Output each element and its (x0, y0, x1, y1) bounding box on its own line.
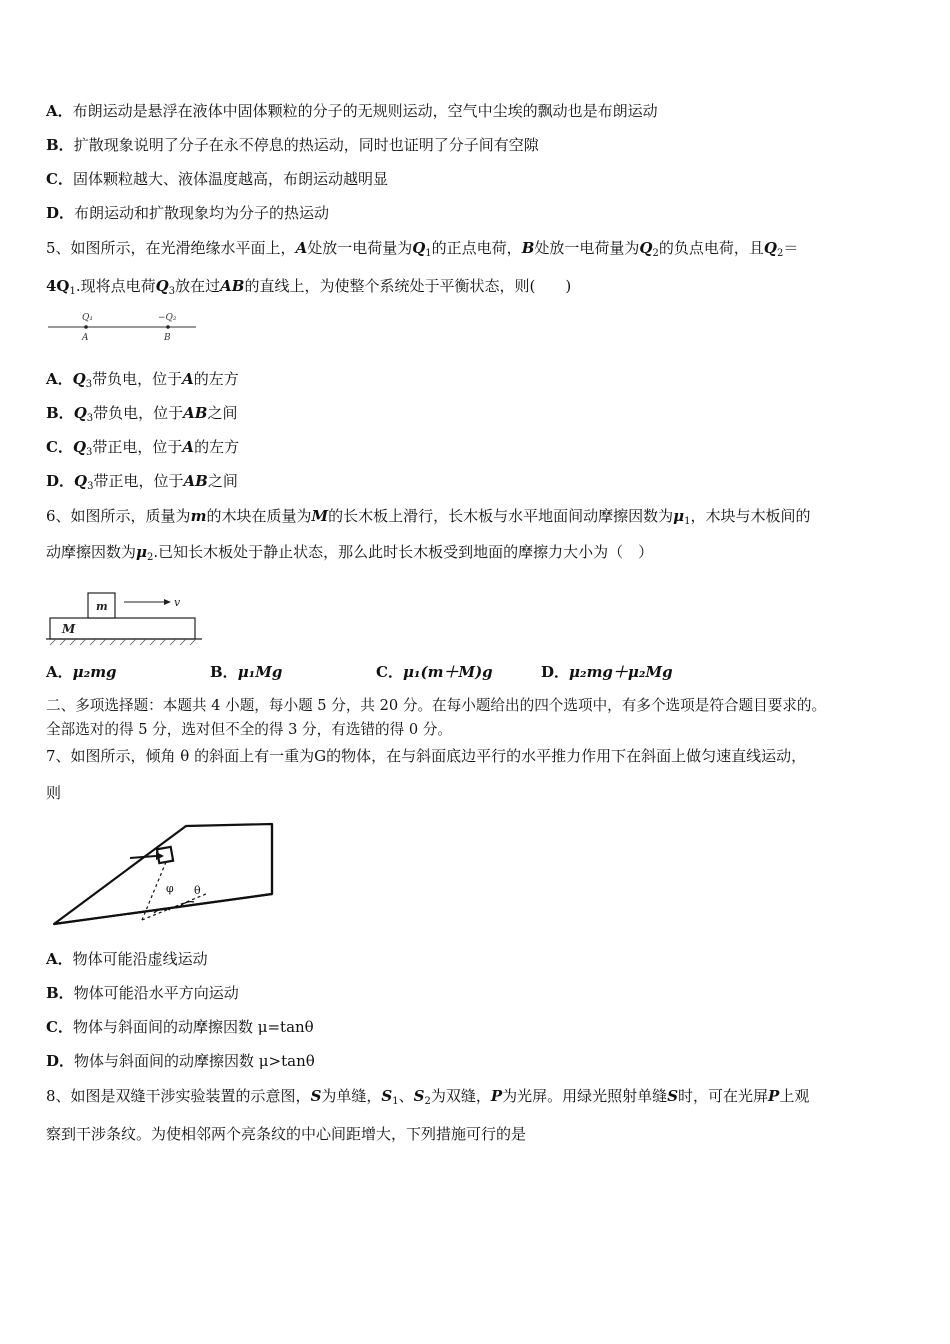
q6-stem-line1 (46, 506, 810, 526)
q4-option-c (46, 169, 388, 189)
q8-sub: 2 (424, 1096, 431, 1107)
q4-option-b-text: 扩散现象说明了分子在永不停息的热运动，同时也证明了分子间有空隙 (73, 136, 539, 154)
q5-option-d-text: 之间 (207, 472, 238, 490)
q5-option-d (46, 471, 238, 491)
q8-text: 为单缝， (321, 1087, 382, 1105)
q8-var-s: S (413, 1087, 425, 1105)
q6-choice-c-label: C． (376, 663, 403, 681)
q6-choice-d-expr: μ₂mg＋μ₂Mg (569, 663, 673, 681)
q8-number: 8、 (46, 1087, 71, 1105)
q5-text: 处放一电荷量为 (307, 239, 413, 257)
q5-text: 的直线上，为使整个系统处于平衡状态，则( ) (244, 277, 572, 295)
q5-figure-label-a: A (82, 333, 89, 343)
q5-figure-label-b: B (164, 333, 171, 343)
q5-var-q: Q (763, 239, 777, 257)
q5-option-a-label: A． (46, 370, 73, 388)
q7-stem-line2: 则 (46, 784, 62, 802)
q4-option-d-text: 布朗运动和扩散现象均为分子的热运动 (74, 204, 330, 222)
q5-var-ab: AB (183, 404, 208, 422)
q7-option-c-text: 物体与斜面间的动摩擦因数 μ=tanθ (72, 1018, 314, 1036)
q5-var-q: Q (73, 404, 87, 422)
q5-var-q: Q (639, 239, 653, 257)
q8-text: 、 (398, 1087, 414, 1105)
q5-var-b: B (521, 239, 535, 257)
q5-figure (46, 306, 198, 346)
q7-label-theta: θ (194, 884, 201, 897)
q5-var-a: A (182, 370, 194, 388)
q8-var-s: S (310, 1087, 322, 1105)
q5-text: 的负点电荷，且 (658, 239, 764, 257)
q7-option-b-text: 物体可能沿水平方向运动 (73, 984, 239, 1002)
q6-sub: 1 (684, 516, 691, 527)
q5-option-d-text: 带正电，位于 (93, 472, 184, 490)
q6-var-M: M (311, 507, 329, 525)
q7-option-c (46, 1017, 314, 1037)
q5-sub: 2 (776, 248, 784, 259)
q5-text: ＝ (783, 239, 799, 257)
q5-sub: 3 (86, 447, 93, 458)
q7-option-b (46, 983, 239, 1003)
q6-figure (46, 578, 202, 646)
q6-choice-c (376, 662, 493, 682)
q7-label-phi: φ (166, 882, 174, 895)
q4-option-a-text: 布朗运动是悬浮在液体中固体颗粒的分子的无规则运动，空气中尘埃的飘动也是布朗运动 (72, 102, 658, 120)
q6-choice-b-expr: μ₁Mg (237, 663, 283, 681)
q5-var-q: Q (412, 239, 426, 257)
q8-var-p: P (490, 1087, 503, 1105)
q5-option-a (46, 369, 239, 389)
section2-heading-line1: 二、多项选择题：本题共 4 小题，每小题 5 分，共 20 分。在每小题给出的四个选项中，有多个选项是符合题目要求的。 (46, 697, 827, 714)
q7-option-c-label: C． (46, 1018, 73, 1036)
q5-var-a: A (295, 239, 308, 257)
q5-var-a: A (182, 438, 195, 456)
q5-option-c-text: 带正电，位于 (92, 438, 183, 456)
q7-option-a-label: A． (46, 950, 73, 968)
q7-figure (46, 818, 280, 930)
q6-ground-hatch (50, 639, 196, 645)
q5-option-c (46, 437, 239, 457)
q8-var-p: P (768, 1087, 780, 1105)
q8-stem-line1 (46, 1086, 809, 1106)
q8-var-s: S (667, 1087, 679, 1105)
q5-text: 4Q (46, 277, 70, 295)
q8-text: 时，可在光屏 (678, 1087, 769, 1105)
q6-var-m: m (190, 507, 207, 525)
q8-text: 如图是双缝干涉实验装置的示意图， (70, 1087, 311, 1105)
q6-arrow-head (164, 599, 171, 605)
q5-charge-a-dot (84, 325, 88, 329)
q5-var-q: Q (72, 438, 87, 456)
q7-option-d-label: D． (46, 1052, 75, 1070)
q5-stem-line2 (46, 276, 571, 296)
q5-option-c-label: C． (46, 438, 73, 456)
q5-sub: 1 (69, 286, 76, 297)
q6-text: 动摩擦因数为 (46, 543, 137, 561)
q7-stem-line1: 7、如图所示，倾角 θ 的斜面上有一重为G的物体，在与斜面底边平行的水平推力作用下在斜面上做匀速直线运动， (46, 747, 807, 765)
q5-figure-q1: Q₁ (82, 313, 93, 323)
q6-choice-c-expr: μ₁(m＋M)g (402, 663, 493, 681)
q5-option-c-text: 的左方 (194, 438, 240, 456)
q6-number: 6、 (46, 507, 71, 525)
q5-option-a-text: 的左方 (193, 370, 239, 388)
q7-option-d-text: 物体与斜面间的动摩擦因数 μ>tanθ (74, 1052, 315, 1070)
q8-stem-line2: 察到干涉条纹。为使相邻两个亮条纹的中心间距增大，下列措施可行的是 (46, 1125, 527, 1143)
q6-label-v: v (174, 596, 181, 609)
q5-option-b-text: 之间 (207, 404, 238, 422)
q5-var-q: Q (74, 472, 88, 490)
q6-stem-line2 (46, 542, 653, 562)
q8-text: 为双缝， (430, 1087, 491, 1105)
q8-sub: 1 (392, 1096, 399, 1107)
q6-text: 的长木板上滑行，长木板与水平地面间动摩擦因数为 (328, 507, 674, 525)
q6-choice-d (541, 662, 673, 682)
q5-option-b (46, 403, 238, 423)
q6-choice-d-label: D． (541, 663, 570, 681)
q4-option-c-text: 固体颗粒越大、液体温度越高，布朗运动越明显 (72, 170, 388, 188)
q5-figure-q2: −Q₂ (158, 313, 177, 323)
section2-heading-line2: 全部选对的得 5 分，选对但不全的得 3 分，有选错的得 0 分。 (46, 721, 452, 738)
q5-text: 如图所示，在光滑绝缘水平面上， (70, 239, 296, 257)
q5-sub: 3 (168, 286, 176, 297)
q8-text: 上观 (779, 1087, 810, 1105)
q7-option-d (46, 1051, 315, 1071)
q4-option-a (46, 101, 658, 121)
q7-option-b-label: B． (46, 984, 74, 1002)
q5-text: 放在过 (175, 277, 221, 295)
q5-charge-b-dot (166, 325, 170, 329)
q5-sub: 3 (86, 413, 94, 424)
q6-text: .已知长木板处于静止状态，那么此时长木板受到地面的摩擦力大小为（ ） (153, 543, 654, 561)
q5-option-d-label: D． (46, 472, 75, 490)
q6-var-mu: μ (136, 543, 147, 561)
q6-choice-b (210, 662, 282, 682)
q5-option-b-label: B． (46, 404, 74, 422)
q5-text: 处放一电荷量为 (534, 239, 640, 257)
q5-sub: 1 (425, 248, 432, 259)
q4-option-b (46, 135, 539, 155)
q5-option-b-text: 带负电，位于 (93, 404, 184, 422)
q8-var-s: S (381, 1087, 393, 1105)
q4-option-a-label: A． (46, 102, 73, 120)
q6-label-m: m (96, 600, 108, 613)
q5-sub: 3 (85, 379, 93, 390)
q6-choice-b-label: B． (210, 663, 238, 681)
q8-text: 为光屏。用绿光照射单缝 (502, 1087, 668, 1105)
q5-var-q: Q (72, 370, 86, 388)
q5-var-q: Q (155, 277, 169, 295)
q5-number: 5、 (46, 239, 71, 257)
q6-choice-a-expr: μ₂mg (72, 663, 117, 681)
q5-var-ab: AB (183, 472, 208, 490)
q6-label-M: M (62, 622, 76, 636)
q5-text: .现将点电荷 (75, 277, 156, 295)
q6-sub: 2 (147, 552, 154, 563)
q4-option-d (46, 203, 329, 223)
q4-option-d-label: D． (46, 204, 75, 222)
q6-choice-a (46, 662, 117, 682)
q7-option-a (46, 949, 208, 969)
q6-text: 如图所示，质量为 (70, 507, 191, 525)
q5-stem-line1 (46, 238, 798, 258)
q5-var-ab: AB (220, 277, 245, 295)
q6-choice-a-label: A． (46, 663, 73, 681)
q5-text: 的正点电荷， (431, 239, 522, 257)
q4-option-c-label: C． (46, 170, 73, 188)
q4-option-b-label: B． (46, 136, 74, 154)
q7-option-a-text: 物体可能沿虚线运动 (72, 950, 208, 968)
q6-text: 的木块在质量为 (206, 507, 312, 525)
q6-text: ，木块与木板间的 (690, 507, 811, 525)
q6-var-mu: μ (673, 507, 685, 525)
q7-force-arrow (130, 856, 156, 858)
q5-option-a-text: 带负电，位于 (92, 370, 183, 388)
q5-sub: 2 (652, 248, 659, 259)
q5-sub: 3 (87, 481, 94, 492)
